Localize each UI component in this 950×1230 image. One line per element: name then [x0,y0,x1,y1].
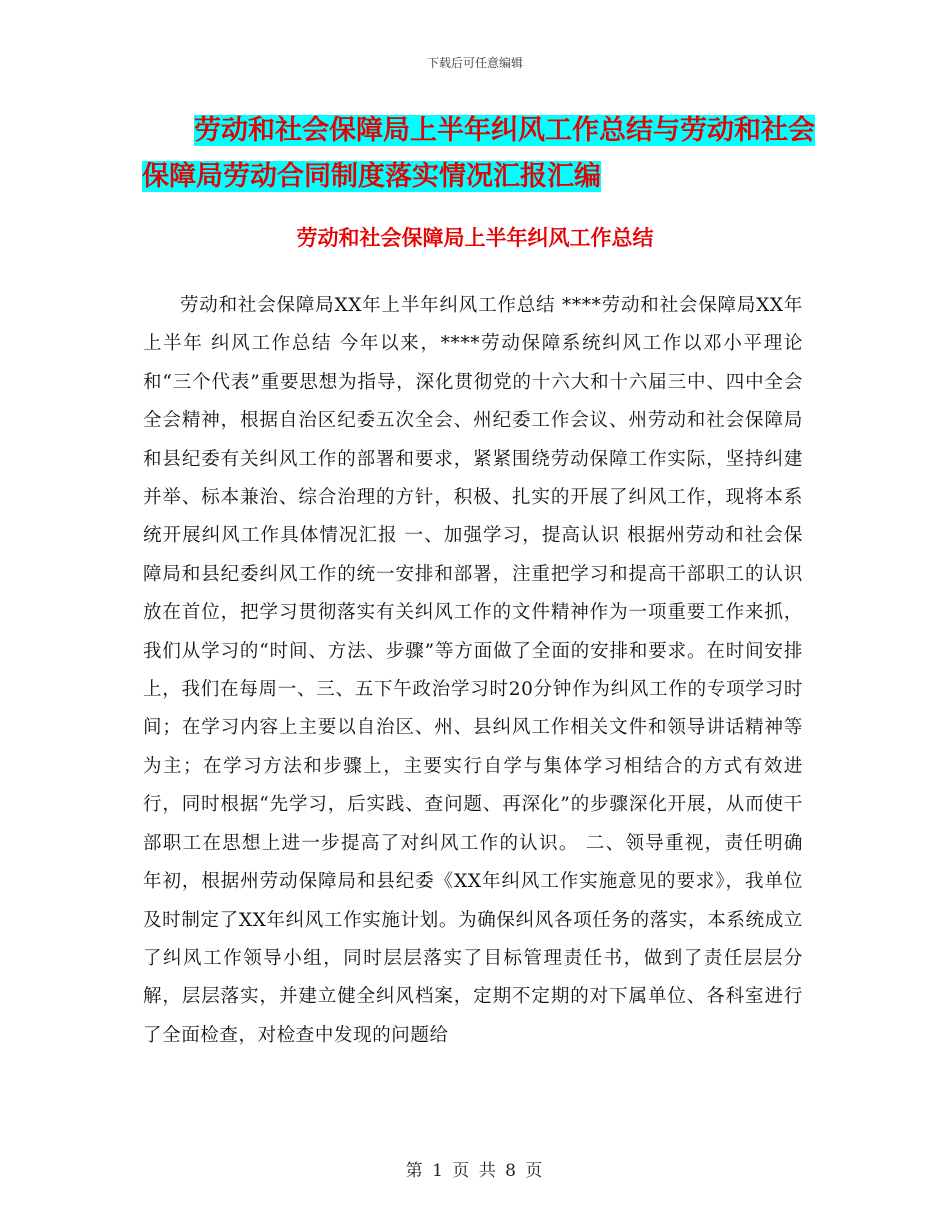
main-title-line-1-text: 劳动和社会保障局上半年纠风工作总结与劳动和社会 [194,115,815,146]
header-note: 下载后可任意编辑 [426,56,523,70]
main-title [140,108,830,200]
body-paragraph: 劳动和社会保障局XX年上半年纠风工作总结 ****劳动和社会保障局XX年上半年 纠风工作总结 今年以来，****劳动保障系统纠风工作以邓小平理论和“三个代表”重要思想为指导，深化贯彻党的十六大和十六届三中、四中全会全会精神，根据自治区纪委五次全会、州纪委工作会议、州劳动和社会保障局和县纪委有关纠风工作的部署和要求，紧紧围绕劳动保障工作实际，坚持纠建并举、标本兼治、综合治理的方针，积极、扎实的开展了纠风工作，现将本系统开展纠风工作具体情况汇报 一、加强学习，提高认识 根据州劳动和社会保障局和县纪委纠风工作的统一安排和部署，注重把学习和提高干部职工的认识放在首位，把学习贯彻落实有关纠风工作的文件精神作为一项重要工作来抓，我们从学习的“时间、方法、步骤”等方面做了全面的安排和要求。在时间安排上，我们在每周一、三、五下午政治学习时20分钟作为纠风工作的专项学习时间；在学习内容上主要以自治区、州、县纠风工作相关文件和领导讲话精神等为主；在学习方法和步骤上，主要实行自学与集体学习相结合的方式有效进行，同时根据“先学习，后实践、查问题、再深化”的步骤深化开展，从而使干部职工在思想上进一步提高了对纠风工作的认识。 二、领导重视，责任明确 年初，根据州劳动保障局和县纪委《XX年纠风工作实施意见的要求》，我单位及时制定了XX年纠风工作实施计划。为确保纠风各项任务的落实，本系统成立了纠风工作领导小组，同时层层落实了目标管理责任书，做到了责任层层分解，层层落实，并建立健全纠风档案，定期不定期的对下属单位、各科室进行了全面检查，对检查中发现的问题给 [143,295,803,1046]
main-title-line-1 [140,108,830,154]
section-title: 劳动和社会保障局上半年纠风工作总结 [296,226,654,250]
page-footer: 第 1 页 共 8 页 [405,1161,545,1181]
main-title-line-2 [140,154,830,200]
main-title-line-2-text: 保障局劳动合同制度落实情况汇报汇编 [142,161,601,192]
